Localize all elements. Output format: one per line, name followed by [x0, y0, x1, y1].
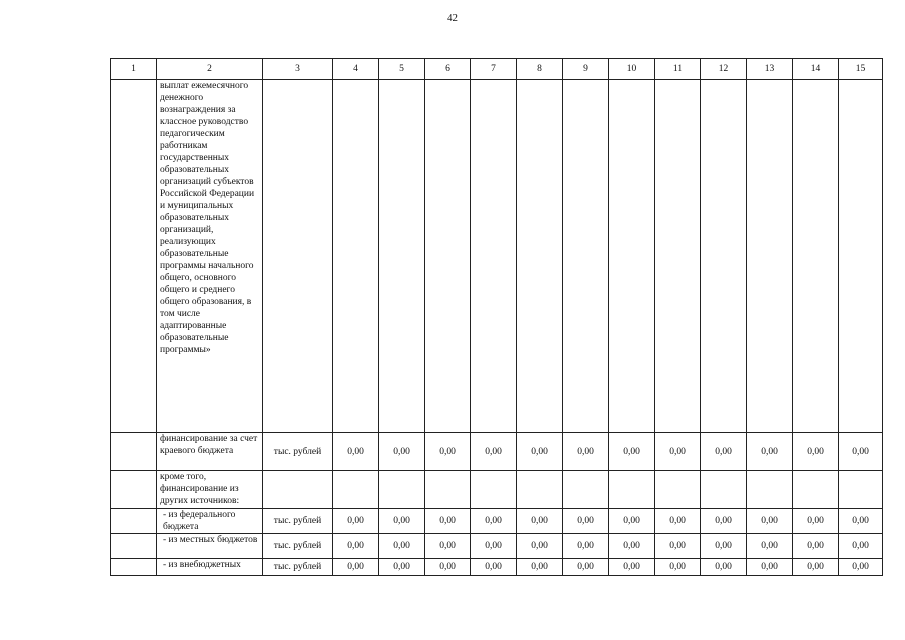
- value-cell: [333, 471, 379, 509]
- value-cell: [517, 80, 563, 433]
- value-cell: [425, 471, 471, 509]
- table-row: [111, 433, 883, 471]
- unit-cell: тыс. рублей: [263, 433, 333, 471]
- value-cell: [471, 80, 517, 433]
- value-cell: [609, 80, 655, 433]
- value-cell: 0,00: [793, 559, 839, 576]
- value-cell: 0,00: [563, 559, 609, 576]
- description-cell: - из внебюджетных: [157, 559, 263, 576]
- description-cell: финансирование за счет краевого бюджета: [157, 433, 263, 471]
- description-cell: - из федерального бюджета: [157, 509, 263, 534]
- value-cell: 0,00: [379, 509, 425, 534]
- value-cell: 0,00: [471, 509, 517, 534]
- value-cell: 0,00: [839, 509, 883, 534]
- value-cell: 0,00: [609, 509, 655, 534]
- table-row: [111, 559, 883, 576]
- value-cell: 0,00: [839, 559, 883, 576]
- column-header-15: 15: [839, 59, 883, 80]
- value-cell: [793, 471, 839, 509]
- row-number-cell: [111, 80, 157, 433]
- column-header-11: 11: [655, 59, 701, 80]
- description-cell: кроме того, финансирование из других источников:: [157, 471, 263, 509]
- column-header-3: 3: [263, 59, 333, 80]
- value-cell: 0,00: [747, 509, 793, 534]
- value-cell: [839, 80, 883, 433]
- value-cell: 0,00: [563, 509, 609, 534]
- unit-cell: тыс. рублей: [263, 534, 333, 559]
- value-cell: [379, 471, 425, 509]
- value-cell: 0,00: [517, 534, 563, 559]
- value-cell: 0,00: [793, 509, 839, 534]
- row-number-cell: [111, 559, 157, 576]
- page-number: 42: [447, 12, 458, 24]
- value-cell: [517, 471, 563, 509]
- value-cell: [563, 80, 609, 433]
- value-cell: 0,00: [609, 534, 655, 559]
- value-cell: [747, 80, 793, 433]
- value-cell: [609, 471, 655, 509]
- value-cell: 0,00: [655, 559, 701, 576]
- row-number-cell: [111, 509, 157, 534]
- value-cell: [333, 80, 379, 433]
- column-header-6: 6: [425, 59, 471, 80]
- value-cell: 0,00: [563, 534, 609, 559]
- value-cell: [425, 80, 471, 433]
- value-cell: 0,00: [379, 534, 425, 559]
- value-cell: 0,00: [471, 433, 517, 471]
- table-body: [111, 80, 883, 576]
- value-cell: 0,00: [425, 433, 471, 471]
- value-cell: 0,00: [655, 534, 701, 559]
- row-number-cell: [111, 534, 157, 559]
- value-cell: 0,00: [793, 433, 839, 471]
- column-header-8: 8: [517, 59, 563, 80]
- unit-cell: тыс. рублей: [263, 559, 333, 576]
- value-cell: 0,00: [379, 433, 425, 471]
- header-row: [111, 59, 883, 80]
- value-cell: [839, 471, 883, 509]
- description-cell: - из местных бюджетов: [157, 534, 263, 559]
- value-cell: [701, 471, 747, 509]
- table-row: [111, 534, 883, 559]
- table-row: [111, 509, 883, 534]
- column-header-2: 2: [157, 59, 263, 80]
- value-cell: 0,00: [333, 559, 379, 576]
- value-cell: 0,00: [471, 534, 517, 559]
- row-number-cell: [111, 471, 157, 509]
- value-cell: 0,00: [379, 559, 425, 576]
- table-row: [111, 471, 883, 509]
- value-cell: 0,00: [701, 534, 747, 559]
- description-cell: выплат ежемесячного денежного вознаграждения за классное руководство педагогическим работникам государственных образовательных организаций субъектов Российской Федерации и муниципальных образовательных организаций, реализующих образовательные программы начального общего, основного общего и среднего общего образования, в том числе адаптированные образовательные программы»: [157, 80, 263, 433]
- column-header-10: 10: [609, 59, 655, 80]
- value-cell: 0,00: [701, 559, 747, 576]
- value-cell: 0,00: [747, 433, 793, 471]
- row-number-cell: [111, 433, 157, 471]
- value-cell: 0,00: [793, 534, 839, 559]
- unit-cell: [263, 471, 333, 509]
- column-header-4: 4: [333, 59, 379, 80]
- value-cell: 0,00: [333, 534, 379, 559]
- value-cell: 0,00: [747, 534, 793, 559]
- value-cell: [655, 471, 701, 509]
- value-cell: 0,00: [701, 509, 747, 534]
- unit-cell: [263, 80, 333, 433]
- unit-cell: тыс. рублей: [263, 509, 333, 534]
- value-cell: [471, 471, 517, 509]
- column-header-5: 5: [379, 59, 425, 80]
- value-cell: [701, 80, 747, 433]
- value-cell: 0,00: [425, 509, 471, 534]
- column-header-9: 9: [563, 59, 609, 80]
- column-header-1: 1: [111, 59, 157, 80]
- value-cell: 0,00: [609, 433, 655, 471]
- value-cell: 0,00: [747, 559, 793, 576]
- value-cell: 0,00: [517, 509, 563, 534]
- value-cell: 0,00: [517, 559, 563, 576]
- column-header-7: 7: [471, 59, 517, 80]
- value-cell: 0,00: [333, 509, 379, 534]
- value-cell: 0,00: [563, 433, 609, 471]
- column-header-13: 13: [747, 59, 793, 80]
- value-cell: [747, 471, 793, 509]
- value-cell: 0,00: [425, 559, 471, 576]
- value-cell: [563, 471, 609, 509]
- value-cell: 0,00: [839, 433, 883, 471]
- value-cell: [379, 80, 425, 433]
- value-cell: 0,00: [655, 509, 701, 534]
- value-cell: [793, 80, 839, 433]
- value-cell: 0,00: [609, 559, 655, 576]
- column-header-14: 14: [793, 59, 839, 80]
- value-cell: 0,00: [471, 559, 517, 576]
- value-cell: 0,00: [701, 433, 747, 471]
- value-cell: 0,00: [655, 433, 701, 471]
- value-cell: 0,00: [425, 534, 471, 559]
- table-row: [111, 80, 883, 433]
- column-header-12: 12: [701, 59, 747, 80]
- value-cell: 0,00: [839, 534, 883, 559]
- value-cell: [655, 80, 701, 433]
- value-cell: 0,00: [333, 433, 379, 471]
- budget-table: [110, 58, 883, 576]
- value-cell: 0,00: [517, 433, 563, 471]
